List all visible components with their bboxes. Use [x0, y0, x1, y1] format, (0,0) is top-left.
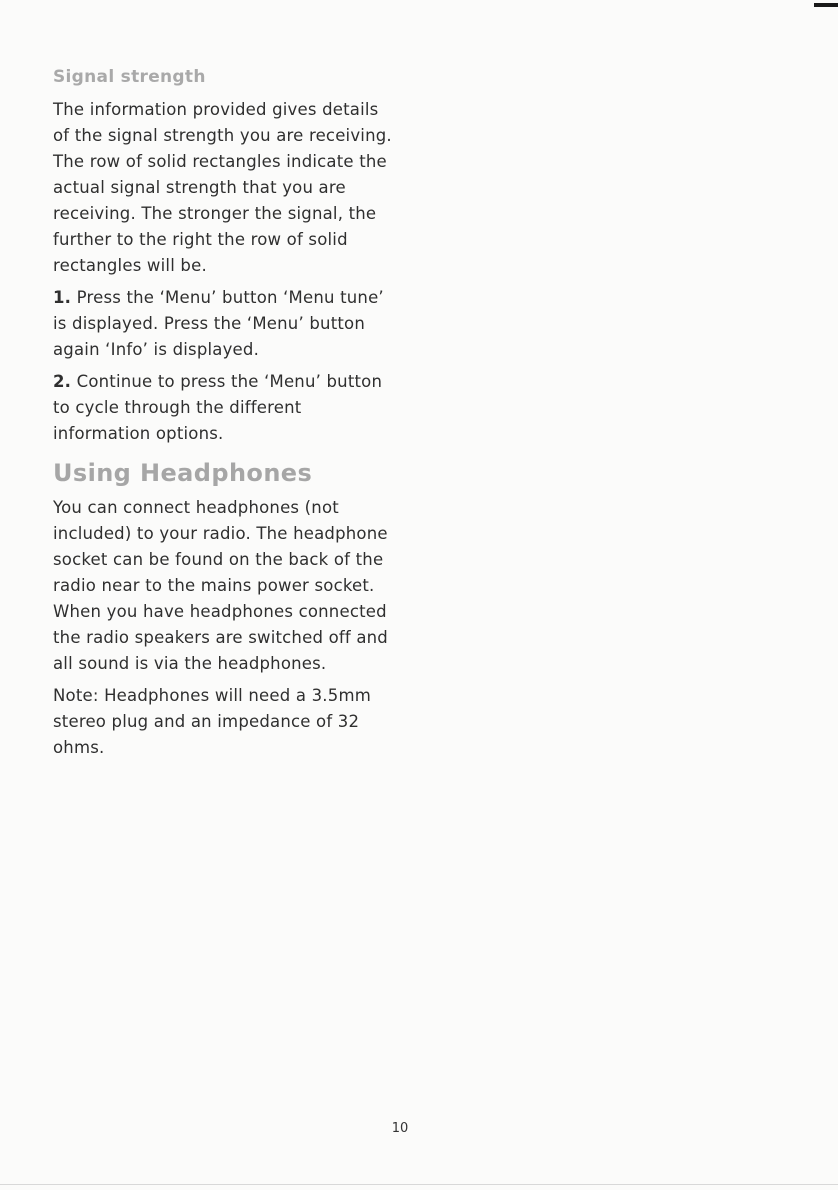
bottom-divider: [0, 1184, 838, 1185]
step-1-number: 1.: [53, 288, 72, 307]
headphones-note: Note: Headphones will need a 3.5mm stereo plug and an impedance of 32 ohms.: [53, 686, 371, 757]
page-edge-mark: [814, 3, 838, 7]
signal-strength-intro: The information provided gives details of the signal strength you are receiving. The row of solid rectangles indicate the actual signal strength that you are receiving. The stronger the signal, the further to the right the row of solid rectangles will be.: [53, 100, 392, 275]
signal-step-2: [53, 369, 398, 447]
text-column: [53, 64, 398, 767]
step-1-text: Press the ‘Menu’ button ‘Menu tune’ is displayed. Press the ‘Menu’ button again ‘Info’ is displayed.: [53, 288, 384, 359]
step-2-text: Continue to press the ‘Menu’ button to cycle through the different information options.: [53, 372, 383, 443]
signal-step-1: [53, 285, 398, 363]
signal-strength-heading: Signal strength: [53, 67, 206, 87]
page-number: 10: [391, 1121, 409, 1136]
headphones-body: You can connect headphones (not included) to your radio. The headphone socket can be found on the back of the radio near to the mains power socket. When you have headphones connected the radio speakers are switched off and all sound is via the headphones.: [53, 498, 388, 673]
step-2-number: 2.: [53, 372, 72, 391]
using-headphones-heading: Using Headphones: [53, 459, 313, 487]
